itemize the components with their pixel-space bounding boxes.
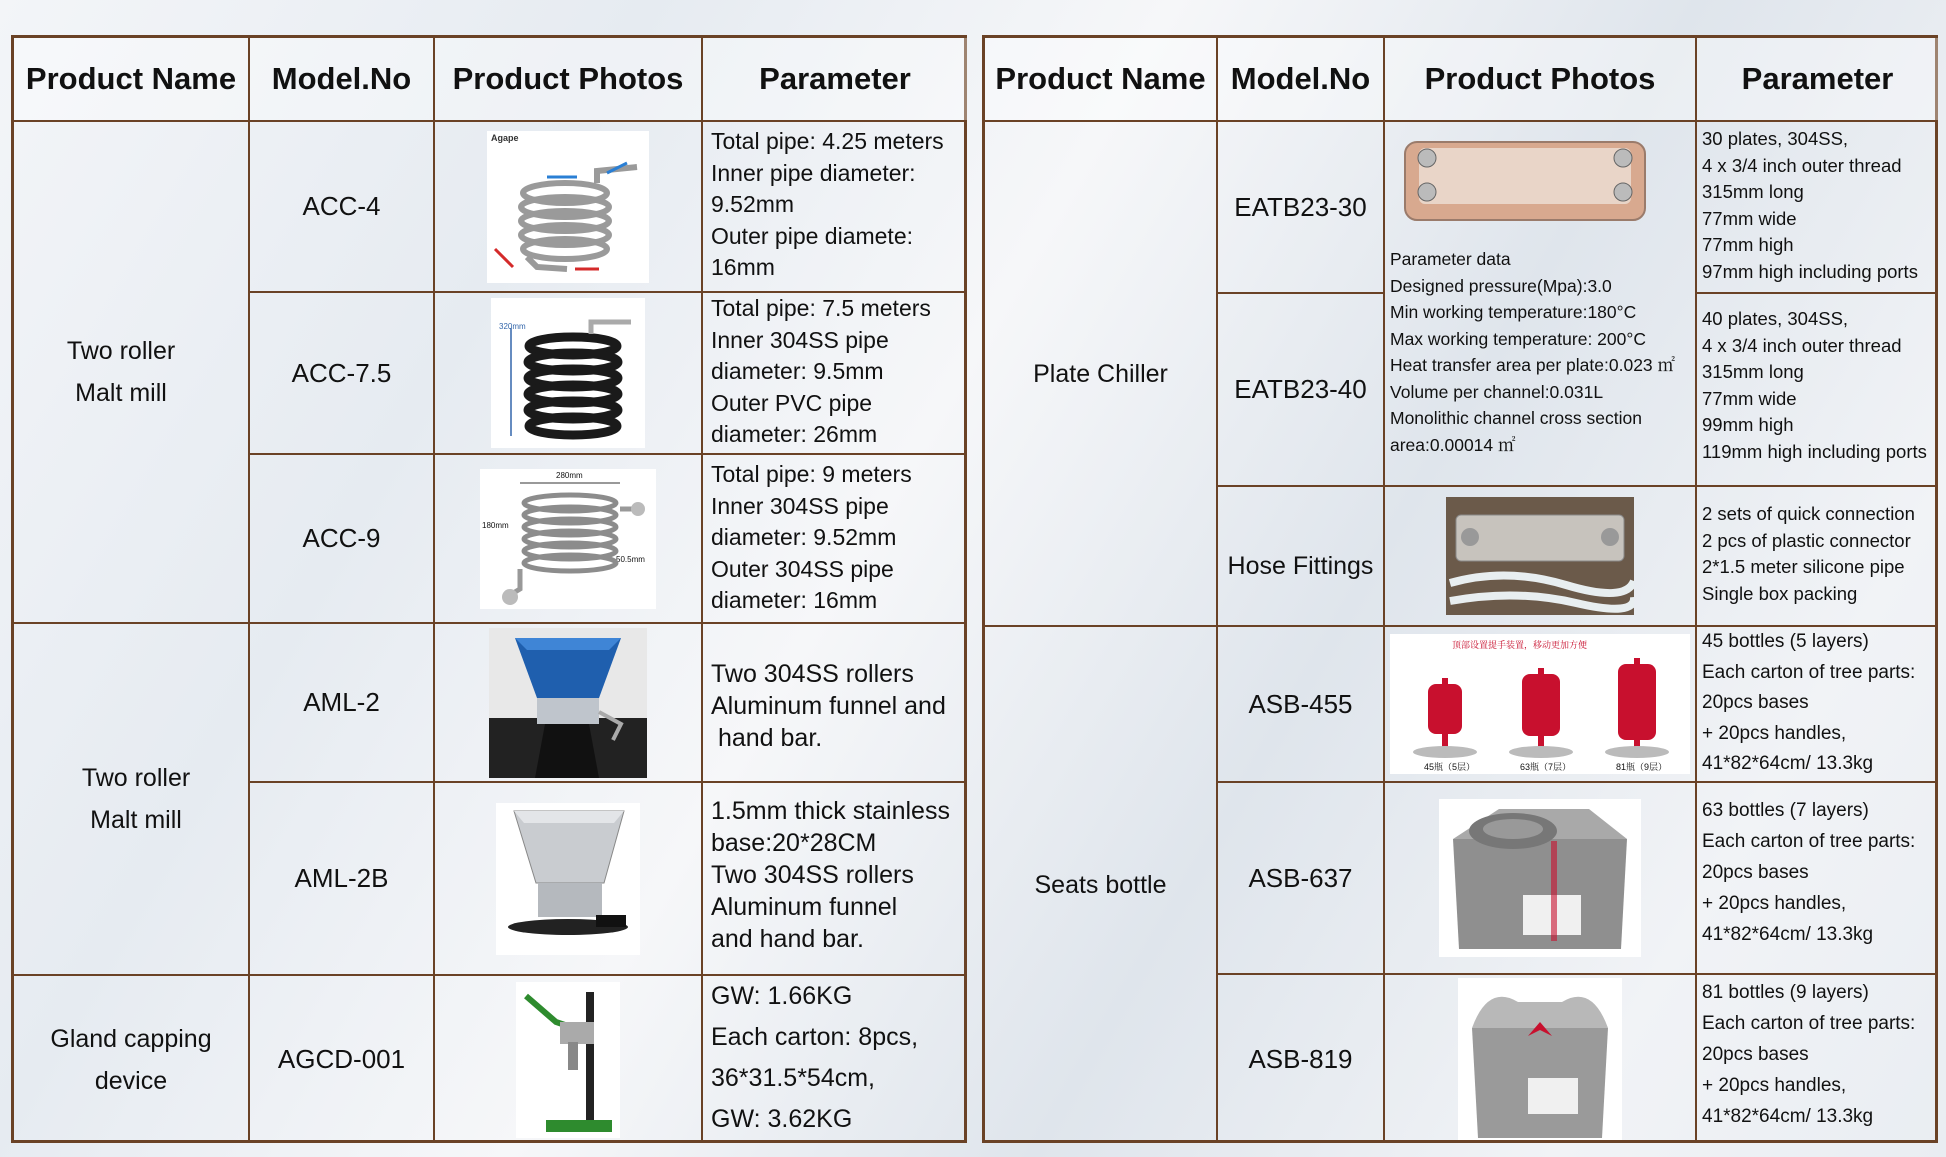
header-product-name: Product Name bbox=[985, 38, 1218, 122]
header-product-photos: Product Photos bbox=[435, 38, 703, 122]
parameter-cell: 45 bottles (5 layers) Each carton of tree parts: 20pcs bases + 20pcs handles, 41*82*64cm/ 13.3kg bbox=[1697, 627, 1938, 783]
parameter-cell: 81 bottles (9 layers) Each carton of tree parts: 20pcs bases + 20pcs handles, 41*82*64cm/ 13.3kg bbox=[1702, 982, 1916, 1127]
header-product-photos: Product Photos bbox=[1385, 38, 1697, 122]
pvc-coil-icon: 320mm bbox=[491, 298, 645, 448]
parameter-cell: 40 plates, 304SS, 4 x 3/4 inch outer thread 315mm long 77mm wide 99mm high 119mm high including ports bbox=[1697, 294, 1938, 487]
carton-bag-icon bbox=[1458, 978, 1622, 1140]
product-name-cell: Plate Chiller bbox=[985, 122, 1218, 627]
parameter-cell: 30 plates, 304SS, 4 x 3/4 inch outer thread 315mm long 77mm wide 77mm high 97mm high including ports bbox=[1697, 122, 1938, 294]
product-photo bbox=[435, 624, 703, 783]
parameter-cell: Total pipe: 4.25 meters Inner pipe diameter: 9.52mm Outer pipe diamete: 16mm bbox=[703, 122, 967, 293]
product-photo bbox=[435, 293, 703, 455]
product-name-cell: Seats bottle bbox=[985, 627, 1218, 1143]
left-product-table bbox=[11, 35, 967, 1143]
product-name-cell: Gland capping device bbox=[14, 976, 250, 1143]
copper-coil-icon: Agape bbox=[487, 131, 649, 283]
header-parameter: Parameter bbox=[703, 38, 967, 122]
header-model-no: Model.No bbox=[250, 38, 435, 122]
model-cell: ASB-455 bbox=[1218, 627, 1385, 783]
carton-box-icon bbox=[1439, 799, 1641, 957]
model-cell: AML-2B bbox=[250, 783, 435, 976]
malt-mill-steel-icon bbox=[496, 803, 640, 955]
parameter-cell: Total pipe: 7.5 meters Inner 304SS pipe diameter: 9.5mm Outer PVC pipe diameter: 26mm bbox=[703, 293, 967, 455]
model-cell: ACC-7.5 bbox=[250, 293, 435, 455]
model-cell: AML-2 bbox=[250, 624, 435, 783]
model-cell: ASB-637 bbox=[1218, 783, 1385, 975]
product-photo bbox=[1385, 783, 1697, 975]
model-cell: ACC-9 bbox=[250, 455, 435, 624]
model-cell: ACC-4 bbox=[250, 122, 435, 293]
parameter-cell: 2 sets of quick connection 2 pcs of plastic connector 2*1.5 meter silicone pipe Single box packing bbox=[1697, 487, 1938, 627]
parameter-cell: Two 304SS rollers Aluminum funnel and hand bar. bbox=[703, 624, 967, 783]
product-photo bbox=[1385, 487, 1697, 627]
bottle-trees-icon: 顶部设置提手装置，移动更加方便 45瓶（5层） 63瓶（7层） 81瓶（9层） bbox=[1390, 634, 1690, 774]
parameter-cell: Total pipe: 9 meters Inner 304SS pipe diameter: 9.52mm Outer 304SS pipe diameter: 16mm bbox=[703, 455, 967, 624]
model-cell: AGCD-001 bbox=[250, 976, 435, 1143]
parameter-cell: GW: 1.66KG Each carton: 8pcs, 36*31.5*54cm, GW: 3.62KG bbox=[711, 982, 919, 1133]
parameter-cell: 63 bottles (7 layers) Each carton of tree parts: 20pcs bases + 20pcs handles, 41*82*64cm/ 13.3kg bbox=[1697, 783, 1938, 975]
header-model-no: Model.No bbox=[1218, 38, 1385, 122]
steel-coil-icon: 280mm 180mm 50.5mm bbox=[480, 469, 656, 609]
product-photo bbox=[435, 976, 703, 1143]
capper-icon bbox=[516, 982, 620, 1138]
malt-mill-blue-icon bbox=[489, 628, 647, 778]
product-photo bbox=[1385, 122, 1697, 487]
product-photo bbox=[1385, 975, 1697, 1143]
header-product-name: Product Name bbox=[14, 38, 250, 122]
parameter-cell: 1.5mm thick stainless base:20*28CM Two 304SS rollers Aluminum funnel and hand bar. bbox=[703, 783, 967, 976]
model-cell: EATB23-30 bbox=[1218, 122, 1385, 294]
header-parameter: Parameter bbox=[1697, 38, 1938, 122]
model-cell: EATB23-40 bbox=[1218, 294, 1385, 487]
hose-fittings-icon bbox=[1446, 497, 1634, 615]
right-product-table bbox=[982, 35, 1938, 1143]
product-name-cell: Two roller Malt mill bbox=[14, 122, 250, 624]
product-photo bbox=[435, 122, 703, 293]
product-photo bbox=[1385, 627, 1697, 783]
plate-chiller-parameter-data: Parameter data Designed pressure(Mpa):3.0 Min working temperature:180°C Max working temperature: 200°C Heat transfer area per plate:0.023 ㎡ Volume per channel:0.031L Monolithic channel cross section area:0.00014 ㎡ bbox=[1390, 249, 1676, 455]
plate-chiller-icon bbox=[1399, 134, 1651, 228]
product-photo bbox=[435, 455, 703, 624]
model-cell: Hose Fittings bbox=[1218, 487, 1385, 627]
product-name-cell: Two roller Malt mill bbox=[14, 624, 250, 976]
product-photo bbox=[435, 783, 703, 976]
model-cell: ASB-819 bbox=[1218, 975, 1385, 1143]
